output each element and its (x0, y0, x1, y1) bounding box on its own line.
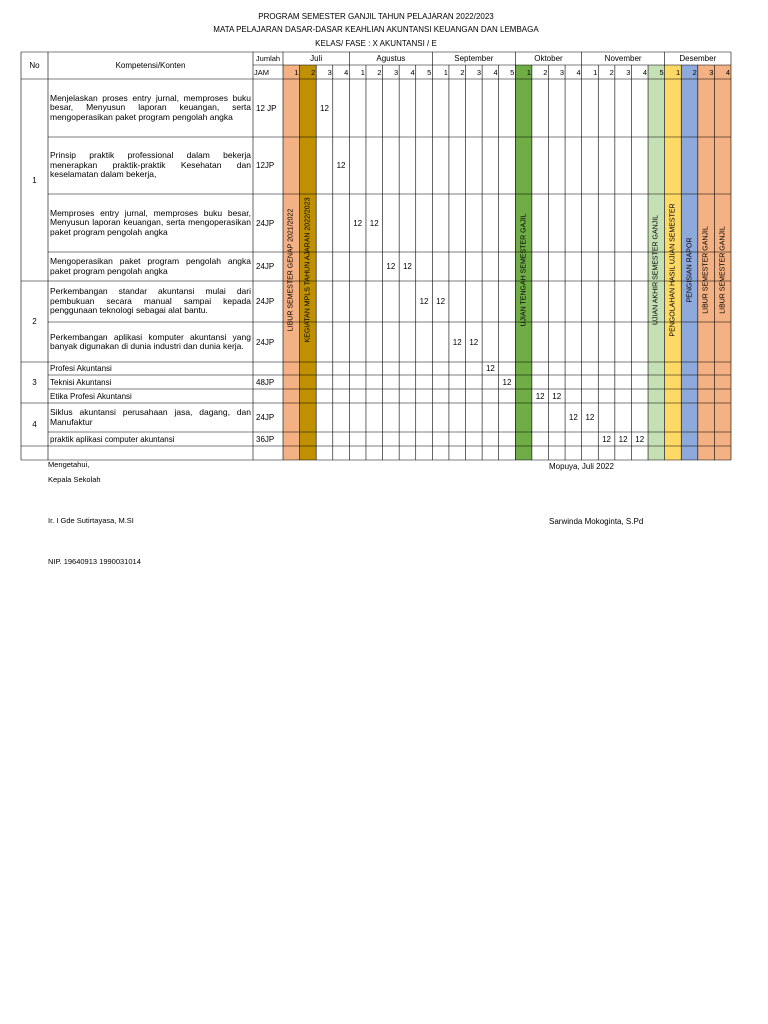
hour-cell-text: 12 (336, 161, 346, 170)
week-header-text: 1 (676, 67, 681, 77)
week-header (698, 65, 715, 79)
month-header-text: September (454, 54, 494, 63)
hour-cell-text: 12 (369, 218, 379, 228)
week-header (416, 65, 433, 79)
month-header (582, 52, 665, 65)
jumlah-jp-text: 12JP (256, 161, 275, 170)
header-jam-text: JAM (254, 67, 269, 77)
week-header (631, 65, 648, 79)
hour-cell (366, 194, 383, 252)
competency-row (48, 362, 253, 375)
week-header-text: 1 (360, 67, 365, 77)
row-number (21, 362, 48, 403)
week-header (532, 65, 549, 79)
hour-cell (432, 281, 449, 322)
hour-cell-text: 12 (386, 262, 396, 271)
competency-row-text: Prinsip praktik professional dalam bekerja menerapkan praktik-praktik Kesehatan dan keselamatan dalam bekerja, (50, 150, 251, 180)
week-header (665, 65, 682, 79)
row-number-text: 1 (32, 175, 37, 185)
jumlah-jp-text: 36JP (256, 434, 275, 444)
week-header (466, 65, 483, 79)
jumlah-jp (253, 79, 283, 137)
hour-cell-text: 12 (502, 377, 512, 387)
hour-cell-text: 12 (320, 103, 329, 113)
jumlah-jp-text: 24JP (256, 262, 275, 271)
row-number (21, 403, 48, 446)
jumlah-jp (253, 403, 283, 432)
hour-cell (499, 375, 516, 389)
week-header-text: 1 (593, 67, 598, 77)
week-header (316, 65, 333, 79)
band-label: PENGOLAHAN HASIL UJIAN SEMESTER (669, 203, 677, 337)
week-header-text: 3 (626, 67, 631, 77)
week-header (565, 65, 582, 79)
header-kompetensi (48, 52, 253, 79)
principal-name: Ir. I Gde Sutirtayasa, M.SI (48, 516, 134, 525)
jumlah-jp-text: 24JP (256, 413, 275, 422)
teacher-name: Sarwinda Mokoginta, S.Pd (549, 517, 644, 526)
mengetahui-text: Mengetahui, (48, 460, 90, 469)
competency-row (48, 432, 253, 446)
hour-cell-text: 12 (485, 364, 495, 373)
week-header (349, 65, 366, 79)
band-label: LIBUR SEMESTER GANJIL (719, 226, 727, 314)
band-label: PENGISIAN RAPOR (686, 237, 694, 303)
competency-row-text: Perkembangan standar akuntansi mulai dari pembukuan secara manual sampai kepada penggunaan teknologi sebagai alat bantu. (50, 286, 251, 316)
hour-cell-text: 12 (469, 337, 479, 347)
row-number-text: 4 (32, 420, 37, 429)
hour-cell (482, 362, 499, 375)
place-date: Mopuya, Juli 2022 (549, 462, 614, 471)
week-header-text: 5 (659, 67, 664, 77)
month-header-text: Desember (679, 54, 717, 63)
week-header (432, 65, 449, 79)
week-header-text: 5 (427, 67, 432, 77)
week-header-text: 3 (559, 67, 565, 77)
hour-cell (548, 389, 565, 403)
hour-cell-text: 12 (419, 297, 429, 306)
week-header-text: 3 (709, 67, 714, 77)
hour-cell-text: 12 (353, 218, 363, 228)
hour-cell-text: 12 (602, 434, 611, 444)
week-header-text: 4 (725, 67, 730, 77)
hour-cell (316, 79, 333, 137)
hour-cell (449, 322, 466, 362)
hour-cell-text: 12 (635, 434, 645, 444)
competency-row-text: Profesi Akuntansi (50, 364, 112, 373)
month-header-text: Agustus (376, 54, 406, 63)
competency-row-text: praktik aplikasi computer akuntansi (50, 434, 175, 444)
week-header-text: 3 (327, 67, 332, 77)
competency-row-text: Memproses entry jurnal, memproses buku besar, Menyusun laporan keuangan, serta mengoperasikan paket program pengolah angka (50, 207, 251, 237)
hour-cell-text: 12 (618, 434, 628, 444)
week-header-text: 2 (692, 67, 697, 77)
week-header (582, 65, 599, 79)
week-header-text: 2 (377, 67, 382, 77)
competency-row-text: Mengoperasikan paket program pengolah angka paket program pengolah angka (50, 256, 251, 276)
competency-row (48, 375, 253, 389)
doc-class: KELAS/ FASE : X AKUNTANSI / E (315, 39, 437, 48)
header-no (21, 52, 48, 79)
week-header (283, 65, 300, 79)
week-header-text: 2 (460, 67, 465, 77)
kepala-sekolah-text: Kepala Sekolah (48, 475, 101, 484)
week-header (366, 65, 383, 79)
row-number (21, 281, 48, 362)
week-header (383, 65, 400, 79)
competency-row-text: Perkembangan aplikasi komputer akuntansi yang banyak digunakan di dunia industri dan dunia kerja. (50, 331, 251, 351)
band-label: UJIAN AKHIR SEMESTER GANJIL (652, 214, 660, 326)
week-header-text: 1 (526, 67, 531, 77)
competency-row (48, 403, 253, 432)
competency-row (48, 79, 253, 137)
hour-cell (598, 432, 615, 446)
header-no-text: No (29, 61, 40, 70)
hour-cell (631, 432, 648, 446)
month-header (515, 52, 581, 65)
week-header (300, 65, 317, 79)
month-header-text: November (604, 54, 642, 63)
jumlah-jp (253, 362, 283, 403)
competency-row (48, 252, 253, 281)
week-header-text: 4 (410, 67, 415, 77)
hour-cell (565, 403, 582, 432)
week-header (333, 65, 350, 79)
competency-row (48, 281, 253, 322)
band-label: KEGIATAN MPLS TAHUN AJARAN 2022/2023 (304, 197, 312, 343)
jumlah-jp-text: 12 JP (256, 103, 277, 113)
week-header-text: 2 (609, 67, 614, 77)
jumlah-jp-text: 24JP (256, 337, 275, 347)
row-number (21, 79, 48, 281)
month-header-text: Oktober (534, 54, 563, 63)
row-number-text: 3 (32, 378, 37, 387)
hour-cell (349, 194, 366, 252)
jumlah-jp-text: 24JP (256, 297, 275, 306)
program-semester-table (0, 0, 768, 470)
jumlah-jp-text: 24JP (256, 218, 275, 228)
month-header (432, 52, 515, 65)
band-label: LIBUR SEMESTER GENAP 2021/2022 (287, 208, 295, 332)
competency-row-text: Etika Profesi Akuntansi (50, 391, 132, 401)
hour-cell (416, 281, 433, 322)
jumlah-jp-text: 48JP (256, 378, 275, 387)
week-header (548, 65, 565, 79)
month-header-text: Juli (310, 54, 323, 63)
week-header (449, 65, 466, 79)
jumlah-jp (253, 252, 283, 281)
competency-row (48, 137, 253, 194)
competency-row (48, 322, 253, 362)
week-header (499, 65, 516, 79)
band-label: LIBUR SEMESTER GANJIL (702, 226, 710, 314)
hour-cell-text: 12 (436, 297, 446, 306)
jumlah-jp (253, 432, 283, 446)
month-header (283, 52, 349, 65)
hour-cell (383, 252, 400, 281)
band-label: UJIAN TENGAH SEMESTER GAJIL (520, 213, 528, 327)
hour-cell (615, 432, 632, 446)
header-kompetensi-text: Kompetensi/Konten (115, 61, 186, 70)
hour-cell (532, 389, 549, 403)
hour-cell-text: 12 (552, 391, 562, 401)
competency-row (48, 389, 253, 403)
hour-cell-text: 12 (402, 262, 412, 271)
jumlah-jp (253, 194, 283, 252)
hour-cell (466, 322, 483, 362)
row-number-text: 2 (32, 317, 37, 326)
jumlah-jp (253, 281, 283, 322)
principal-nip: NIP. 19640913 1990031014 (48, 557, 141, 566)
hour-cell-text: 12 (568, 413, 578, 422)
week-header-text: 5 (510, 67, 515, 77)
week-header-text: 4 (493, 67, 498, 77)
competency-row (48, 194, 253, 252)
week-header-text: 3 (476, 67, 482, 77)
week-header-text: 1 (443, 67, 448, 77)
week-header (399, 65, 416, 79)
week-header-text: 4 (344, 67, 349, 77)
hour-cell (582, 403, 599, 432)
week-header (515, 65, 532, 79)
week-header (681, 65, 698, 79)
week-header (598, 65, 615, 79)
hour-cell (333, 137, 350, 194)
week-header-text: 4 (642, 67, 648, 77)
week-header (482, 65, 499, 79)
week-header (648, 65, 665, 79)
jumlah-jp (253, 322, 283, 362)
jumlah-jp (253, 137, 283, 194)
hour-cell (399, 252, 416, 281)
week-header (714, 65, 731, 79)
header-jumlah-text: Jumlah (255, 54, 281, 63)
hour-cell-text: 12 (535, 391, 545, 401)
week-header (615, 65, 632, 79)
doc-title: PROGRAM SEMESTER GANJIL TAHUN PELAJARAN 2022/2023 (258, 12, 494, 21)
month-header (665, 52, 731, 65)
week-header-text: 2 (543, 67, 548, 77)
month-header (349, 52, 432, 65)
competency-row-text: Teknisi Akuntansi (50, 377, 112, 387)
header-jumlah (253, 52, 283, 65)
week-header-text: 1 (294, 67, 299, 77)
hour-cell-text: 12 (585, 413, 595, 422)
competency-row-text: Siklus akuntansi perusahaan jasa, dagang, dan Manufaktur (50, 407, 251, 427)
doc-subject: MATA PELAJARAN DASAR-DASAR KEAHLIAN AKUNTANSI KEUANGAN DAN LEMBAGA (213, 25, 539, 34)
competency-row-text: Menjelaskan proses entry jurnal, memproses buku besar, Menyusun laporan keuangan, serta mengoperasikan paket program pengolah angka (50, 92, 251, 122)
week-header-text: 4 (576, 67, 581, 77)
hour-cell-text: 12 (452, 337, 462, 347)
week-header-text: 2 (310, 67, 316, 77)
header-jam (253, 65, 283, 79)
week-header-text: 3 (393, 67, 399, 77)
